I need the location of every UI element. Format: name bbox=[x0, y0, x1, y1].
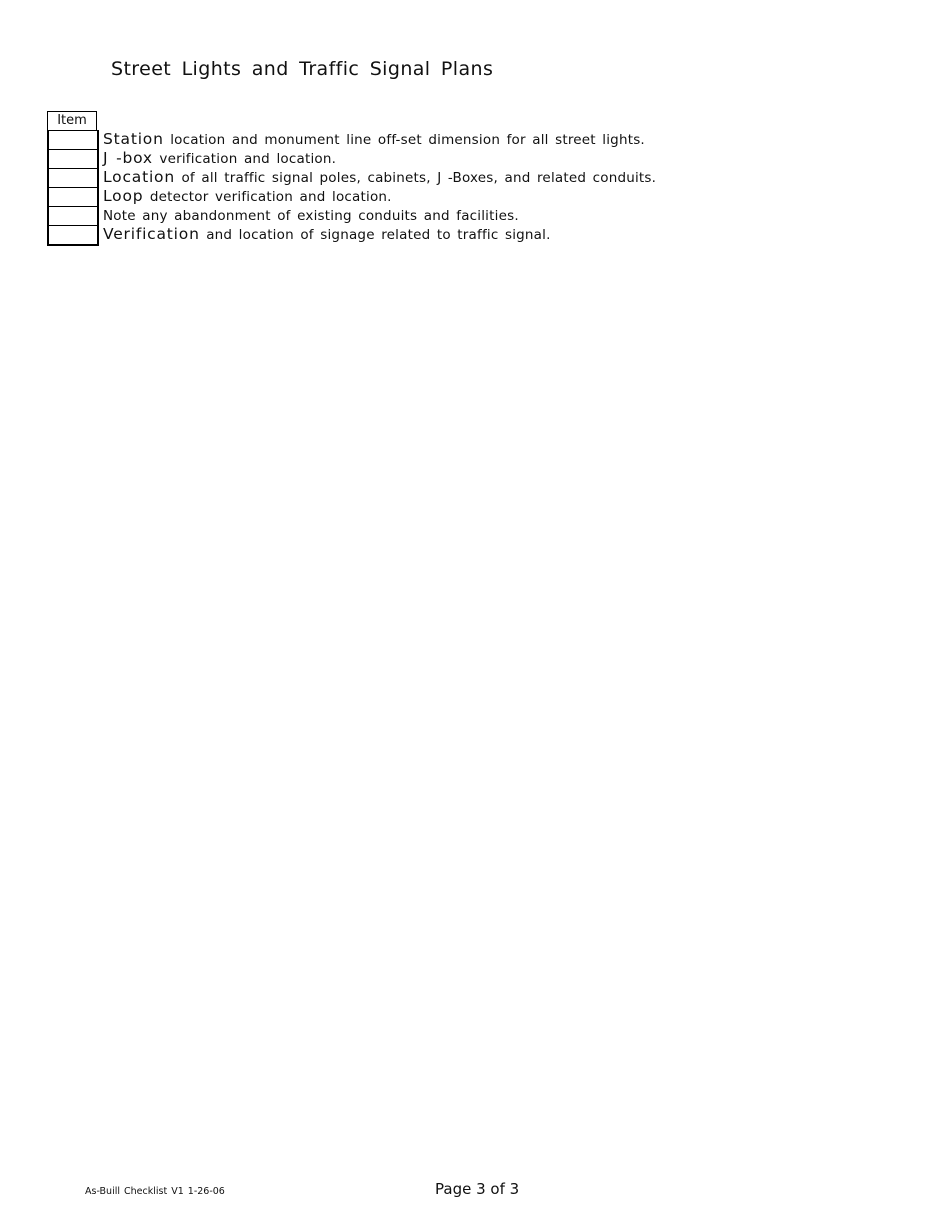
checklist-row bbox=[49, 168, 657, 187]
item-description: location and monument line off-set dimension for all street lights. bbox=[163, 132, 645, 148]
page-title: Street Lights and Traffic Signal Plans bbox=[111, 58, 494, 80]
item-checkbox-cell[interactable] bbox=[49, 130, 97, 148]
item-description: and location of signage related to traffic signal. bbox=[199, 227, 551, 243]
item-lead-word: Verification bbox=[103, 225, 200, 243]
item-lead-word: Location bbox=[103, 168, 175, 186]
item-checkbox-cell[interactable] bbox=[49, 149, 97, 167]
checklist-item-text bbox=[103, 130, 645, 149]
checklist-row bbox=[49, 187, 392, 206]
item-lead-word: Station bbox=[103, 130, 164, 148]
checklist-row bbox=[49, 225, 551, 244]
form-version-label: As-Buill Checklist V1 1-26-06 bbox=[85, 1186, 225, 1197]
page-number: Page 3 of 3 bbox=[435, 1180, 520, 1198]
item-checkbox-cell[interactable] bbox=[49, 206, 97, 224]
item-checkbox-cell[interactable] bbox=[49, 225, 97, 243]
checklist-row bbox=[49, 149, 337, 168]
item-checkbox-cell[interactable] bbox=[49, 187, 97, 205]
checklist-item-text bbox=[103, 206, 519, 225]
checklist-rows bbox=[47, 130, 657, 246]
item-lead-word: Loop bbox=[103, 187, 144, 205]
checklist-item-text bbox=[103, 168, 656, 187]
checklist-header-row bbox=[47, 111, 99, 130]
item-description: verification and location. bbox=[152, 151, 337, 167]
checklist-item-text bbox=[103, 225, 551, 244]
item-description: Note any abandonment of existing conduits and facilities. bbox=[103, 208, 519, 224]
item-column-header: Item bbox=[47, 111, 97, 131]
item-description: detector verification and location. bbox=[143, 189, 392, 205]
checklist-item-text bbox=[103, 149, 336, 168]
item-lead-word: J -box bbox=[103, 149, 153, 167]
item-description: of all traffic signal poles, cabinets, J -Boxes, and related conduits. bbox=[174, 170, 657, 186]
checklist-row bbox=[49, 130, 645, 149]
checklist-item-text bbox=[103, 187, 392, 206]
checklist-table bbox=[47, 111, 657, 246]
checklist-row bbox=[49, 206, 519, 225]
item-checkbox-cell[interactable] bbox=[49, 168, 97, 186]
